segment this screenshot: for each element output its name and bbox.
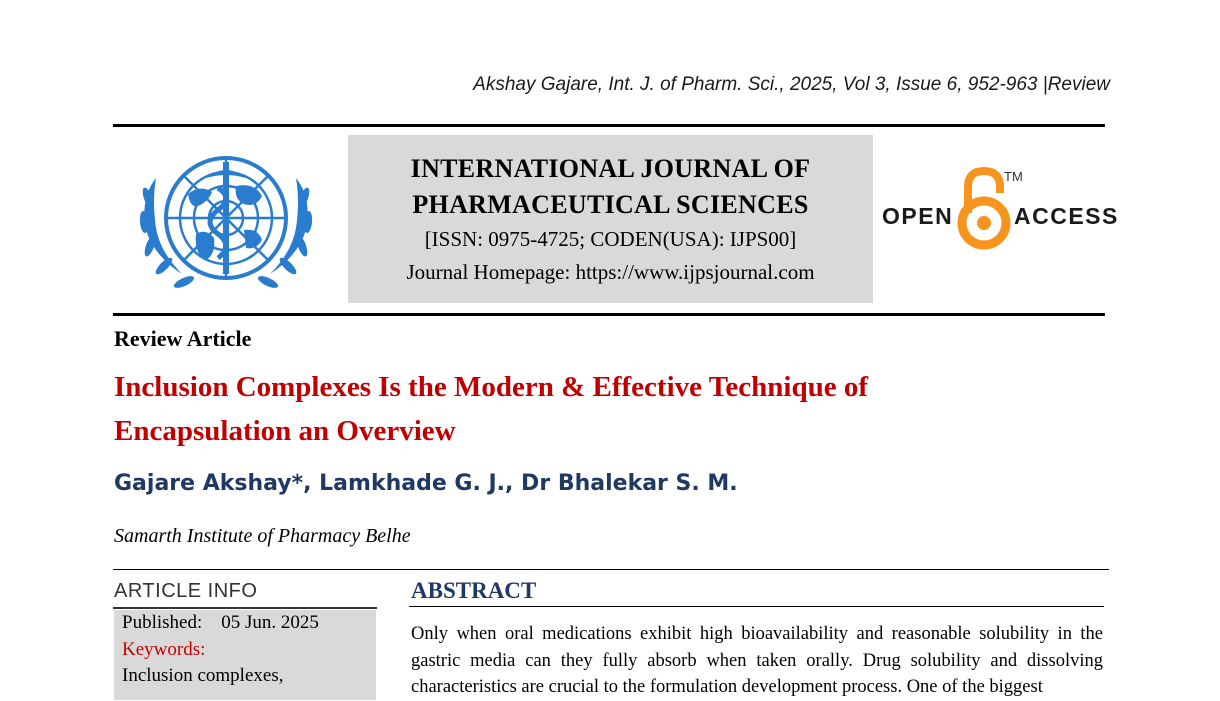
article-title <box>114 365 1014 453</box>
open-access-word-access: ACCESS <box>1014 203 1119 229</box>
header-rule-top <box>113 124 1105 127</box>
journal-banner <box>348 135 873 303</box>
abstract-rule <box>409 606 1104 607</box>
article-affiliation: Samarth Institute of Pharmacy Belhe <box>114 525 411 547</box>
journal-homepage[interactable]: Journal Homepage: https://www.ijpsjournal.com <box>406 260 815 284</box>
article-info-heading: ARTICLE INFO <box>114 580 258 602</box>
abstract-text: Only when oral medications exhibit high bioavailability and reasonable solubility in the gastric media can they fully absorb when taken orally. Drug solubility and dissolving characteristics are crucial to the formulation development process. One of the biggest <box>411 624 1103 697</box>
article-info-rule <box>113 607 377 609</box>
open-access-logo <box>880 165 1119 255</box>
article-type: Review Article <box>114 326 252 351</box>
article-info-box <box>114 610 376 700</box>
trademark-mark: TM <box>1004 169 1023 184</box>
article-authors: Gajare Akshay*, Lamkhade G. J., Dr Bhalekar S. M. <box>114 471 738 496</box>
open-access-word-open: OPEN <box>882 203 954 229</box>
journal-emblem-logo <box>126 138 326 306</box>
keywords-label: Keywords: <box>122 639 206 660</box>
published-date: 05 Jun. 2025 <box>221 612 319 633</box>
article-title-line1: Inclusion Complexes Is the Modern & Effective Technique of <box>114 371 868 403</box>
journal-title-line2: PHARMACEUTICAL SCIENCES <box>412 190 809 219</box>
journal-title-line1: INTERNATIONAL JOURNAL OF <box>410 154 811 183</box>
article-title-line2: Encapsulation an Overview <box>114 415 456 447</box>
keyword-item: Inclusion complexes, <box>122 665 284 686</box>
published-row <box>122 612 319 634</box>
journal-issn: [ISSN: 0975-4725; CODEN(USA): IJPS00] <box>424 227 797 251</box>
published-label: Published: <box>122 612 203 633</box>
abstract-heading: ABSTRACT <box>411 578 537 603</box>
header-rule-bottom <box>113 313 1105 316</box>
running-header: Akshay Gajare, Int. J. of Pharm. Sci., 2025, Vol 3, Issue 6, 952-963 |Review <box>473 74 1110 95</box>
section-divider <box>113 569 1109 570</box>
